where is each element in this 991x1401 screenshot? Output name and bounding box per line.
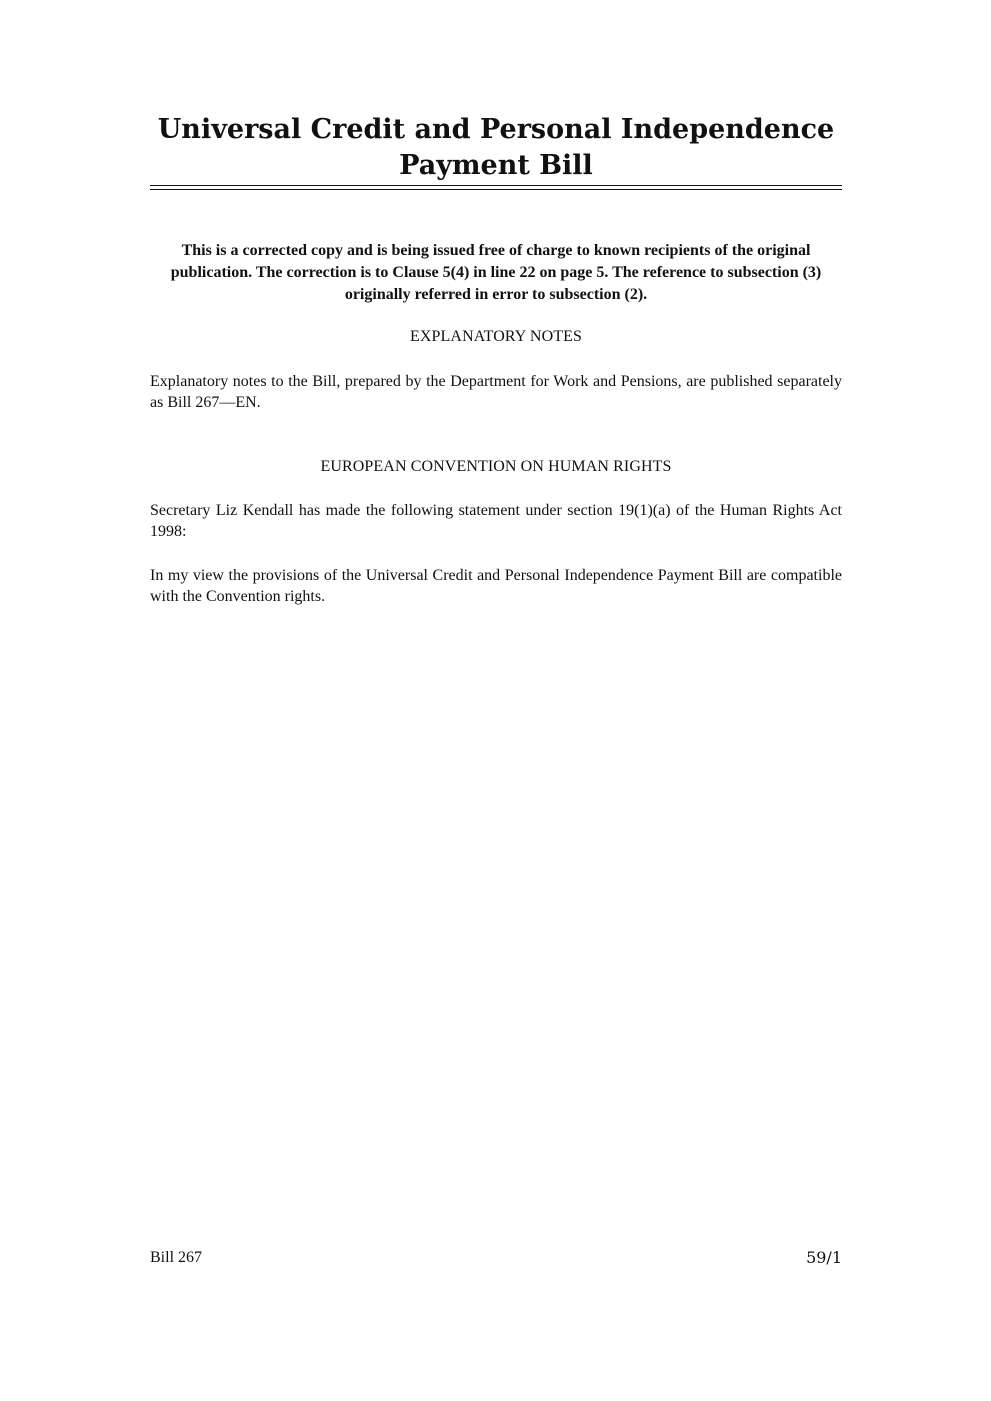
explanatory-notes-text: Explanatory notes to the Bill, prepared by the Department for Work and Pensions, are published separately as Bill 267—EN. <box>150 373 842 411</box>
echr-view: In my view the provisions of the Universal Credit and Personal Independence Payment Bill are compatible with the Convention rights. <box>150 567 842 605</box>
bill-title-line-1: Universal Credit and Personal Independence <box>157 114 835 145</box>
footer-page-reference: 59/1 <box>806 1248 842 1267</box>
title-rule-upper <box>150 185 842 186</box>
bill-title <box>150 112 842 184</box>
echr-statement: Secretary Liz Kendall has made the following statement under section 19(1)(a) of the Human Rights Act 1998: <box>150 502 842 540</box>
echr-heading: EUROPEAN CONVENTION ON HUMAN RIGHTS <box>320 458 672 475</box>
bill-title-line-2: Payment Bill <box>399 150 593 181</box>
correction-notice: This is a corrected copy and is being issued free of charge to known recipients of the original publication. The correction is to Clause 5(4) in line 22 on page 5. The reference to subsection (3) originally referred in error to subsection (2). <box>170 242 822 303</box>
title-rule-lower <box>150 189 842 190</box>
footer-bill-number: Bill 267 <box>150 1249 203 1266</box>
explanatory-notes-heading: EXPLANATORY NOTES <box>410 328 582 345</box>
